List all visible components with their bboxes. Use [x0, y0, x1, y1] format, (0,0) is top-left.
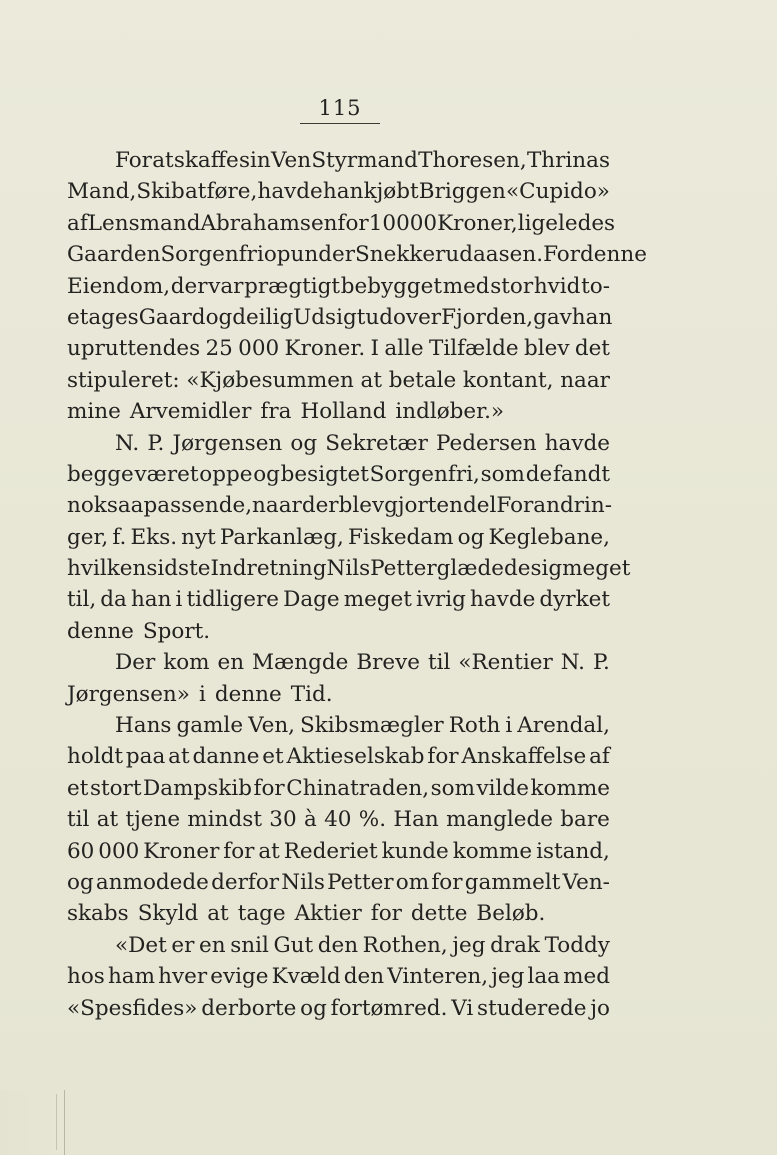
text-line: hvilken sidste Indretning Nils Petter glædede sig meget — [67, 556, 631, 582]
text-line: 60 000 Kroner for at Rederiet kunde komme istand, — [67, 838, 610, 864]
text-line: et stort Dampskib for Chinatraden, som vilde komme — [67, 775, 610, 801]
text-line: For at skaffe sin Ven Styrmand Thoresen, Thrinas — [115, 148, 610, 173]
text-line: og anmodede derfor Nils Petter om for gammelt Ven- — [67, 869, 610, 895]
body-text — [67, 145, 647, 1024]
text-line: upruttendes 25 000 Kroner. I alle Tilfælde blev det — [67, 336, 610, 362]
text-line: «Det er en snil Gut den Rothen, jeg drak Toddy — [115, 932, 610, 958]
text-line: Eiendom, der var prægtigt bebygget med stor hvid to- — [67, 273, 610, 299]
text-line: Hans gamle Ven, Skibsmægler Roth i Arendal, — [115, 713, 610, 739]
page-number: 115 — [300, 96, 380, 124]
text-line: noksaa passende, naar der blev gjort endel Forandrin- — [67, 493, 612, 519]
page-edge-marks — [0, 1090, 65, 1155]
text-line: stipuleret: «Kjøbesummen at betale kontant, naar — [67, 367, 610, 393]
text-line: Der kom en Mængde Breve til «Rentier N. P. — [115, 650, 610, 676]
text-line: Mand, Skib at føre, havde han kjøbt Briggen «Cupido» — [67, 179, 610, 205]
text-line: begge været oppe og besigtet Sorgenfri, som de fandt — [67, 461, 610, 487]
text-line: N. P. Jørgensen og Sekretær Pedersen havde — [115, 430, 610, 456]
text-line: hos ham hver evige Kvæld den Vinteren, jeg laa med — [67, 964, 610, 990]
text-line: mine Arvemidler fra Holland indløber.» — [67, 399, 505, 425]
text-line: denne Sport. — [67, 618, 211, 644]
text-line: Jørgensen» i denne Tid. — [67, 681, 333, 707]
text-line: til, da han i tidligere Dage meget ivrig havde dyrket — [67, 587, 610, 613]
text-line: ger, f. Eks. nyt Parkanlæg, Fiskedam og Keglebane, — [67, 524, 610, 550]
text-line: til at tjene mindst 30 à 40 %. Han manglede bare — [67, 807, 610, 833]
text-line: Gaarden Sorgenfri opunder Snekkerudaasen. For denne — [67, 242, 647, 268]
text-line: etages Gaard og deilig Udsigt udover Fjorden, gav han — [67, 304, 613, 330]
text-line: «Spesfides» derborte og fortømred. Vi studerede jo — [67, 995, 610, 1021]
text-line: holdt paa at danne et Aktieselskab for Anskaffelse af — [67, 744, 610, 770]
text-line: skabs Skyld at tage Aktier for dette Beløb. — [67, 901, 546, 927]
text-line: af Lensmand Abrahamsen for 10 000 Kroner, ligeledes — [67, 210, 616, 236]
